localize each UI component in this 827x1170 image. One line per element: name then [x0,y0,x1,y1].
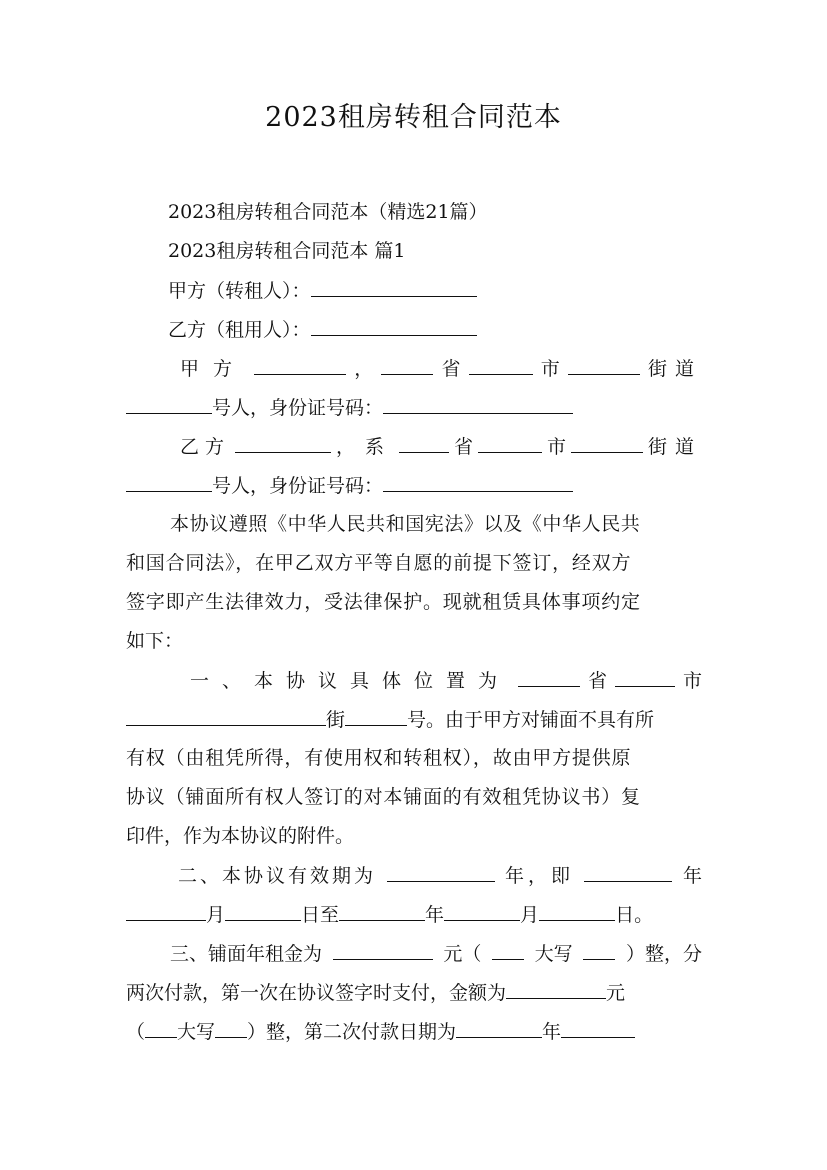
party-b-id-blank[interactable] [383,472,573,492]
clause-1-province-blank[interactable] [518,667,580,687]
start-day-blank[interactable] [225,901,301,921]
payment-uppercase-blank-2[interactable] [215,1018,247,1038]
clause-3-text-3: 两次付款，第一次在协议签字时支付，金额为 [126,982,507,1004]
paragraph-line: 和国合同法》，在甲乙双方平等自愿的前提下签订，经双方 [126,552,632,574]
party-a-city-blank[interactable] [469,355,533,375]
month-text: 月 [206,904,226,926]
party-b-id-label: 号人，身份证号码： [212,475,384,497]
clause-2-text: 二、本协议有效期为 [178,865,377,887]
payment-uppercase-blank-1[interactable] [145,1018,177,1038]
party-b-address-label: 乙方 [180,436,231,458]
party-b-address-line [180,433,702,460]
street-text: 街道 [647,436,702,458]
end-month-blank[interactable] [444,901,520,921]
clause-1-text: 一、本协议具体位置为 [190,670,511,692]
party-a-street-blank[interactable] [568,355,640,375]
clause-3-text-4: ）整，第二次付款日期为 [247,1021,457,1043]
day-text: 日。 [615,904,654,926]
party-b-number-blank[interactable] [126,472,212,492]
party-a-address-line [180,355,702,382]
province-text: 省 [453,436,473,458]
party-a-id-line [126,394,702,421]
clause-2-line [178,862,702,889]
start-month-blank[interactable] [126,901,206,921]
party-b-province-blank[interactable] [399,433,449,453]
paragraph-line: 签字即产生法律效力，受法律保护。现就租赁具体事项约定 [126,591,641,613]
party-a-id-label: 号人，身份证号码： [212,397,384,419]
clause-2-years-blank[interactable] [387,862,495,882]
city-text: 市 [546,436,566,458]
rent-uppercase-blank-1[interactable] [492,940,524,960]
yuan-text: 元（ [443,943,482,965]
party-b-street-blank[interactable] [571,433,643,453]
party-b-id-line [126,472,702,499]
comma-xi-text: ，系 [335,436,394,458]
city-text: 市 [540,358,560,380]
party-a-id-blank[interactable] [383,394,573,414]
paren-text: （ [126,1021,146,1043]
clause-1-road-blank[interactable] [126,706,326,726]
end-day-blank[interactable] [539,901,615,921]
province-text: 省 [587,670,607,692]
paragraph-line: 如下： [126,630,184,652]
first-payment-blank[interactable] [506,979,606,999]
party-b-line [168,316,702,343]
uppercase-text: 大写 [534,943,573,965]
end-year-blank[interactable] [339,901,425,921]
year-text: 年 [682,865,702,887]
street-text: 街 [326,709,346,731]
clause-1-line [190,667,702,694]
paragraph-line: 有权（由租凭所得，有使用权和转租权），故由甲方提供原 [126,747,632,769]
clause-3-line-2 [126,979,702,1006]
paragraph-line: 本协议遵照《中华人民共和国宪法》以及《中华人民共 [170,513,641,535]
party-b-blank[interactable] [311,316,477,336]
clause-3-line [170,940,702,967]
party-b-label: 乙方（租用人）： [168,319,311,341]
clause-3-line-3 [126,1018,702,1045]
year-text: 年 [425,904,445,926]
party-a-number-blank[interactable] [126,394,212,414]
section-heading: 2023租房转租合同范本 篇1 [168,240,406,262]
day-to-text: 日至 [301,904,340,926]
city-text: 市 [682,670,702,692]
subtitle-line: 2023租房转租合同范本（精选21篇） [168,201,488,223]
party-a-blank[interactable] [311,277,477,297]
uppercase-text: 大写 [177,1021,216,1043]
party-a-province-blank[interactable] [381,355,433,375]
clause-2-start-year-blank[interactable] [584,862,672,882]
yuan-text: 元 [606,982,626,1004]
clause-3-text-2: ）整，分 [625,943,702,965]
clause-1-city-blank[interactable] [615,667,675,687]
clause-2-line-2 [126,901,702,928]
street-text: 街道 [647,358,702,380]
party-b-name-blank[interactable] [235,433,331,453]
document-title: 2023租房转租合同范本 [265,102,562,133]
clause-1-line-2 [126,706,702,733]
party-a-name-blank[interactable] [254,355,346,375]
party-a-line [168,277,702,304]
party-a-label: 甲方（转租人）： [168,280,311,302]
clause-1-number-blank[interactable] [345,706,407,726]
party-a-address-label: 甲方 [180,358,247,380]
clause-3-text: 三、铺面年租金为 [170,943,323,965]
party-b-city-blank[interactable] [478,433,542,453]
paragraph-line: 协议（铺面所有权人签订的对本铺面的有效租凭协议书）复 [126,786,641,808]
year-text: 年 [542,1021,562,1043]
rent-uppercase-blank-2[interactable] [583,940,615,960]
month-text: 月 [520,904,540,926]
second-payment-month-blank[interactable] [561,1018,635,1038]
province-text: 省 [441,358,461,380]
second-payment-year-blank[interactable] [456,1018,542,1038]
comma-text: ， [354,358,374,380]
paragraph-line: 印件，作为本协议的附件。 [126,825,355,847]
annual-rent-blank[interactable] [333,940,433,960]
clause-1-text-2: 号。由于甲方对铺面不具有所 [407,709,655,731]
year-text: 年，即 [504,865,574,887]
